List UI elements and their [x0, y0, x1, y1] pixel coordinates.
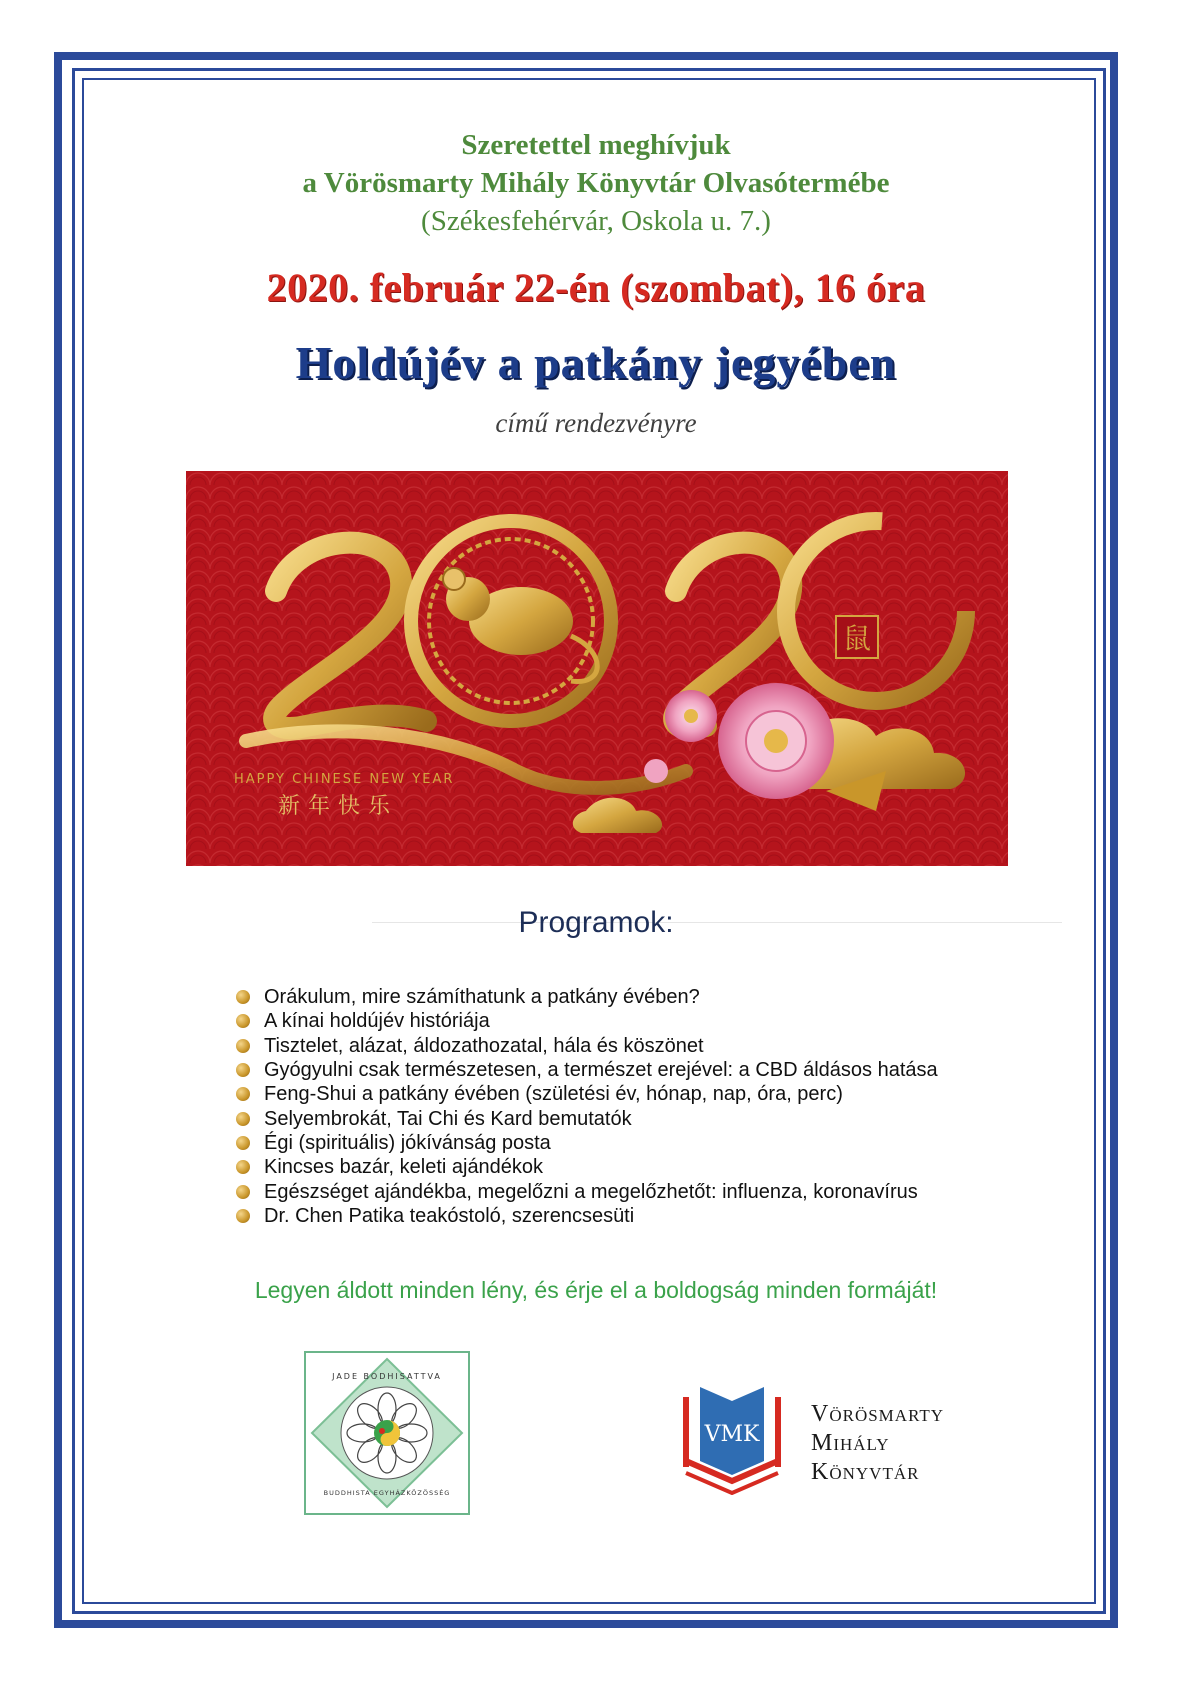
- list-item: Egészséget ajándékba, megelőzni a megelőzhetőt: influenza, koronavírus: [236, 1179, 1096, 1203]
- event-title: Holdújév a patkány jegyében: [295, 337, 897, 388]
- bullet-icon: [236, 1014, 250, 1028]
- list-item: Orákulum, mire számíthatunk a patkány évében?: [236, 985, 1096, 1009]
- bullet-icon: [236, 1136, 250, 1150]
- svg-text:JADE BODHISATTVA: JADE BODHISATTVA: [332, 1372, 442, 1381]
- bullet-icon: [236, 990, 250, 1004]
- greeting-zh: 新年快乐: [278, 794, 399, 819]
- address: (Székesfehérvár, Oskola u. 7.): [421, 205, 771, 237]
- svg-text:BUDDHISTA EGYHÁZKÖZÖSSÉG: BUDDHISTA EGYHÁZKÖZÖSSÉG: [323, 1489, 451, 1497]
- list-item: Kincses bazár, keleti ajándékok: [236, 1155, 1096, 1179]
- jade-bodhisattva-logo: [304, 1351, 470, 1515]
- list-item: Égi (spirituális) jókívánság posta: [236, 1131, 1096, 1155]
- program-list: [236, 985, 1096, 1228]
- blessing-text: Legyen áldott minden lény, és érje el a boldogság minden formáját!: [254, 1277, 938, 1303]
- list-item: A kínai holdújév históriája: [236, 1009, 1096, 1033]
- invite-line-1: Szeretettel meghívjuk: [461, 129, 731, 161]
- bullet-icon: [236, 1112, 250, 1126]
- invitation-text: [0, 126, 1192, 202]
- event-date: 2020. február 22-én (szombat), 16 óra: [266, 265, 926, 310]
- event-subtitle: című rendezvényre: [495, 408, 697, 438]
- year-char: 鼠: [842, 622, 872, 655]
- list-item: Dr. Chen Patika teakóstoló, szerencsesüti: [236, 1204, 1096, 1228]
- list-item: Gyógyulni csak természetesen, a természet erejével: a CBD áldásos hatása: [236, 1058, 1096, 1082]
- bullet-icon: [236, 1209, 250, 1223]
- new-year-banner: [186, 471, 1008, 866]
- list-item: Selyembrokát, Tai Chi és Kard bemutatók: [236, 1106, 1096, 1130]
- svg-text:VMK: VMK: [704, 1422, 760, 1447]
- bullet-icon: [236, 1063, 250, 1077]
- list-item: Tisztelet, alázat, áldozathozatal, hála és köszönet: [236, 1034, 1096, 1058]
- bullet-icon: [236, 1185, 250, 1199]
- bullet-icon: [236, 1160, 250, 1174]
- vmk-library-name: Vörösmarty Mihály Könyvtár: [811, 1401, 945, 1485]
- bullet-icon: [236, 1039, 250, 1053]
- bullet-icon: [236, 1087, 250, 1101]
- list-item: Feng-Shui a patkány évében (születési év, hónap, nap, óra, perc): [236, 1082, 1096, 1106]
- greeting-en: HAPPY CHINESE NEW YEAR: [234, 772, 455, 787]
- invite-line-2: a Vörösmarty Mihály Könyvtár Olvasótermébe: [302, 167, 890, 199]
- programs-heading: Programok:: [518, 906, 674, 939]
- vmk-library-logo: [682, 1383, 782, 1495]
